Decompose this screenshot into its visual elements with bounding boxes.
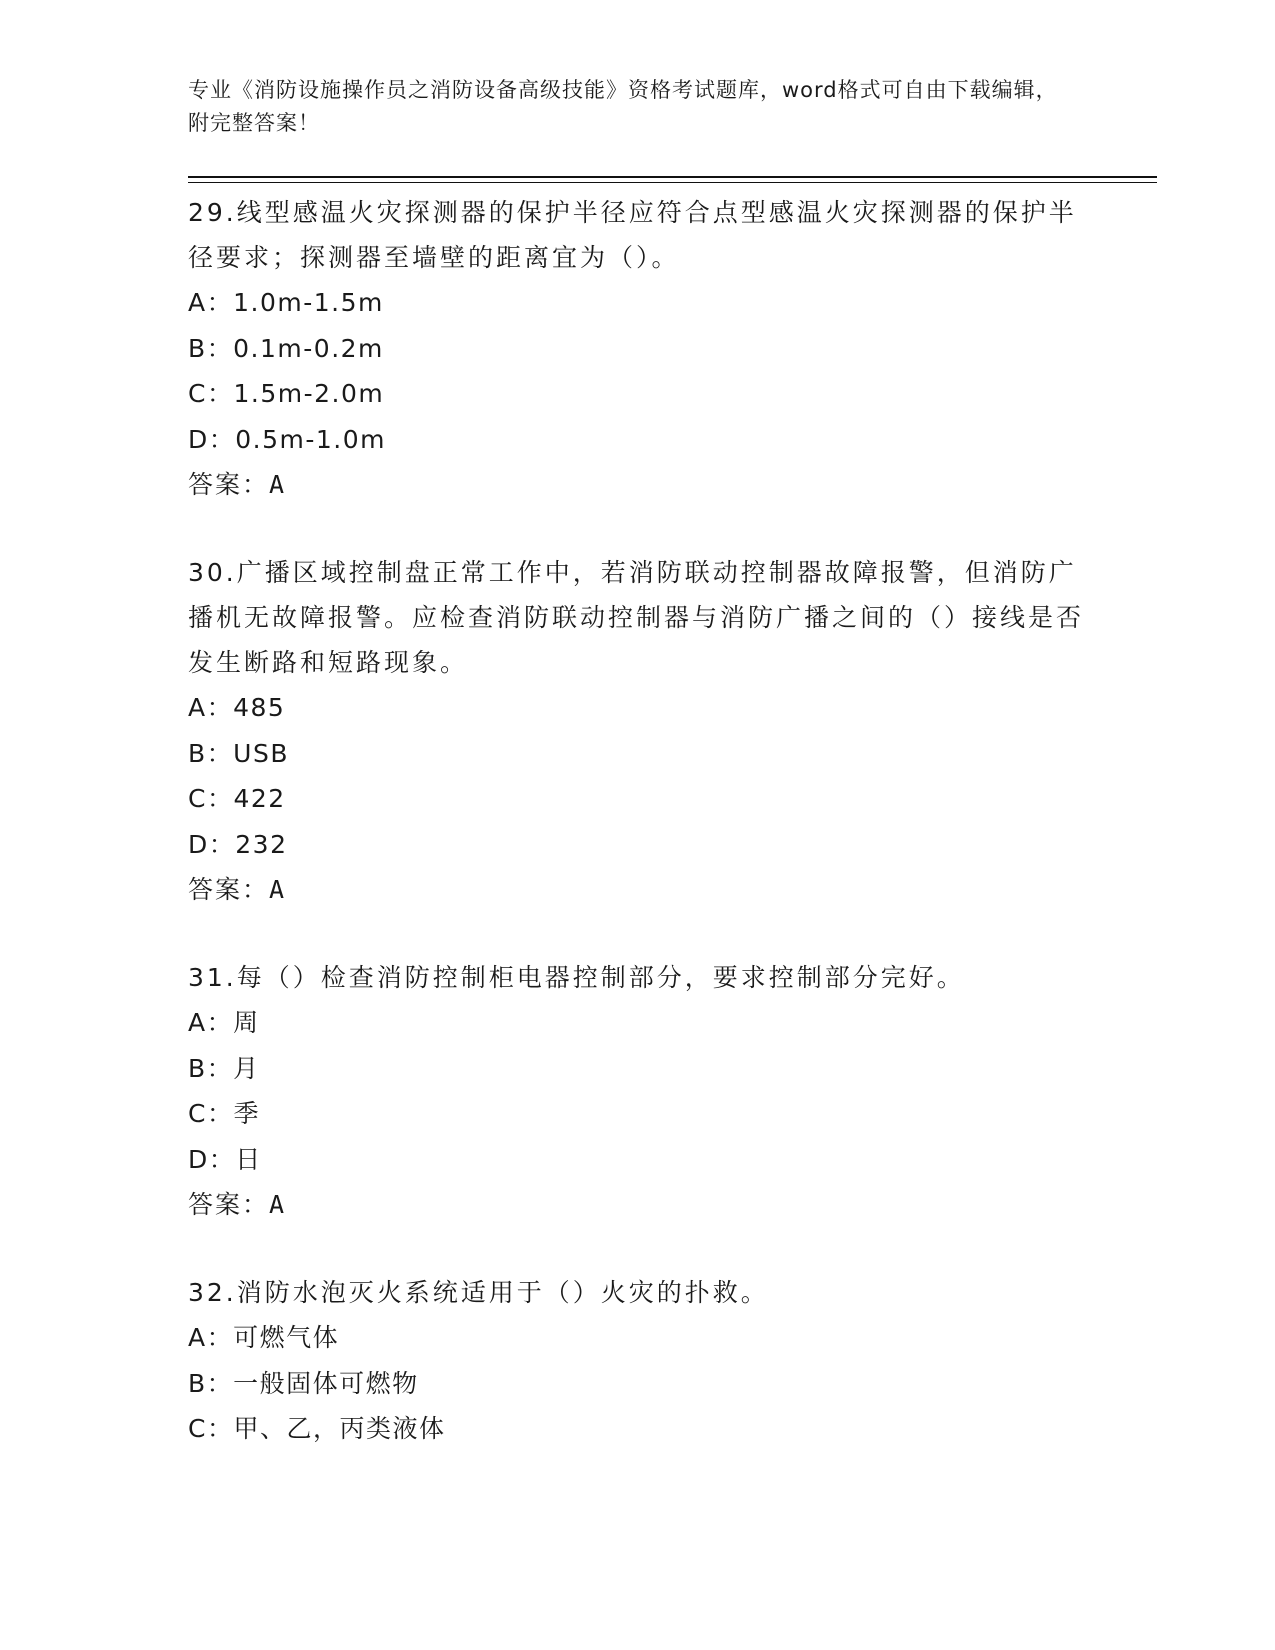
spacer — [188, 913, 1088, 953]
question-number: 30. — [188, 558, 237, 587]
document-header: 专业《消防设施操作员之消防设备高级技能》资格考试题库，word格式可自由下载编辑，附完整答案！ — [188, 78, 1058, 135]
question-stem: 广播区域控制盘正常工作中，若消防联动控制器故障报警，但消防广播机无故障报警。应检查消防联动控制器与消防广播之间的（）接线是否发生断路和短路现象。 — [188, 558, 1085, 677]
option-label: A： — [188, 693, 234, 722]
option-label: C： — [188, 1414, 234, 1443]
option-text: 1.5m-2.0m — [233, 379, 385, 408]
option-d — [188, 822, 1088, 868]
question-number: 29. — [188, 198, 237, 227]
option-label: D： — [188, 829, 236, 859]
option-c — [188, 371, 1088, 417]
option-label: B： — [188, 738, 234, 768]
question-30 — [188, 548, 1088, 913]
option-text: 可燃气体 — [233, 1323, 340, 1352]
option-a — [188, 685, 1088, 731]
option-label: A： — [188, 288, 234, 317]
option-label: D： — [188, 424, 236, 454]
option-text: 一般固体可燃物 — [233, 1368, 419, 1398]
option-label: A： — [188, 1008, 234, 1037]
question-29 — [188, 188, 1088, 508]
spacer — [188, 1228, 1088, 1268]
option-label: B： — [188, 1053, 234, 1083]
option-label: D： — [188, 1144, 236, 1174]
option-text: 周 — [233, 1008, 260, 1037]
option-a — [188, 280, 1088, 326]
question-32 — [188, 1268, 1088, 1452]
option-label: B： — [188, 333, 234, 363]
option-b — [188, 731, 1088, 777]
question-number: 31. — [188, 963, 237, 992]
option-c — [188, 776, 1088, 822]
question-stem: 线型感温火灾探测器的保护半径应符合点型感温火灾探测器的保护半径要求；探测器至墙壁的距离宜为（）。 — [188, 198, 1077, 272]
option-c — [188, 1091, 1088, 1137]
answer-label: 答案： — [188, 1190, 270, 1219]
answer-label: 答案： — [188, 875, 270, 904]
option-d — [188, 417, 1088, 463]
answer-line — [188, 867, 1088, 913]
option-text: 甲、乙，丙类液体 — [233, 1414, 446, 1443]
question-text — [188, 188, 1088, 280]
question-text — [188, 1268, 1088, 1315]
answer-value: A — [269, 875, 287, 904]
answer-label: 答案： — [188, 470, 270, 499]
option-text: 232 — [235, 829, 288, 859]
option-label: C： — [188, 784, 234, 813]
question-31 — [188, 953, 1088, 1228]
option-text: 1.0m-1.5m — [233, 288, 384, 317]
option-text: 日 — [235, 1144, 262, 1174]
option-text: 季 — [233, 1099, 260, 1128]
answer-line — [188, 462, 1088, 508]
option-label: B： — [188, 1368, 234, 1398]
question-stem: 每（）检查消防控制柜电器控制部分，要求控制部分完好。 — [236, 963, 965, 992]
question-stem: 消防水泡灭火系统适用于（）火灾的扑救。 — [236, 1278, 769, 1307]
option-b — [188, 1046, 1088, 1092]
option-d — [188, 1137, 1088, 1183]
option-text: 485 — [233, 693, 286, 722]
option-label: C： — [188, 1099, 234, 1128]
answer-line — [188, 1182, 1088, 1228]
header-rule-thin — [188, 182, 1157, 183]
question-number: 32. — [188, 1278, 237, 1307]
option-text: 0.5m-1.0m — [235, 424, 387, 454]
option-text: USB — [233, 738, 289, 768]
question-text — [188, 953, 1088, 1000]
option-b — [188, 326, 1088, 372]
header-rule-thick — [188, 176, 1157, 178]
option-c — [188, 1406, 1088, 1452]
answer-value: A — [269, 1190, 287, 1219]
option-label: A： — [188, 1323, 234, 1352]
option-a — [188, 1000, 1088, 1046]
option-text: 月 — [233, 1053, 260, 1083]
question-text — [188, 548, 1088, 685]
option-b — [188, 1361, 1088, 1407]
option-text: 422 — [233, 784, 286, 813]
option-a — [188, 1315, 1088, 1361]
answer-value: A — [269, 470, 287, 499]
option-text: 0.1m-0.2m — [233, 333, 384, 363]
spacer — [188, 508, 1088, 548]
question-list — [188, 188, 1088, 1452]
option-label: C： — [188, 379, 234, 408]
